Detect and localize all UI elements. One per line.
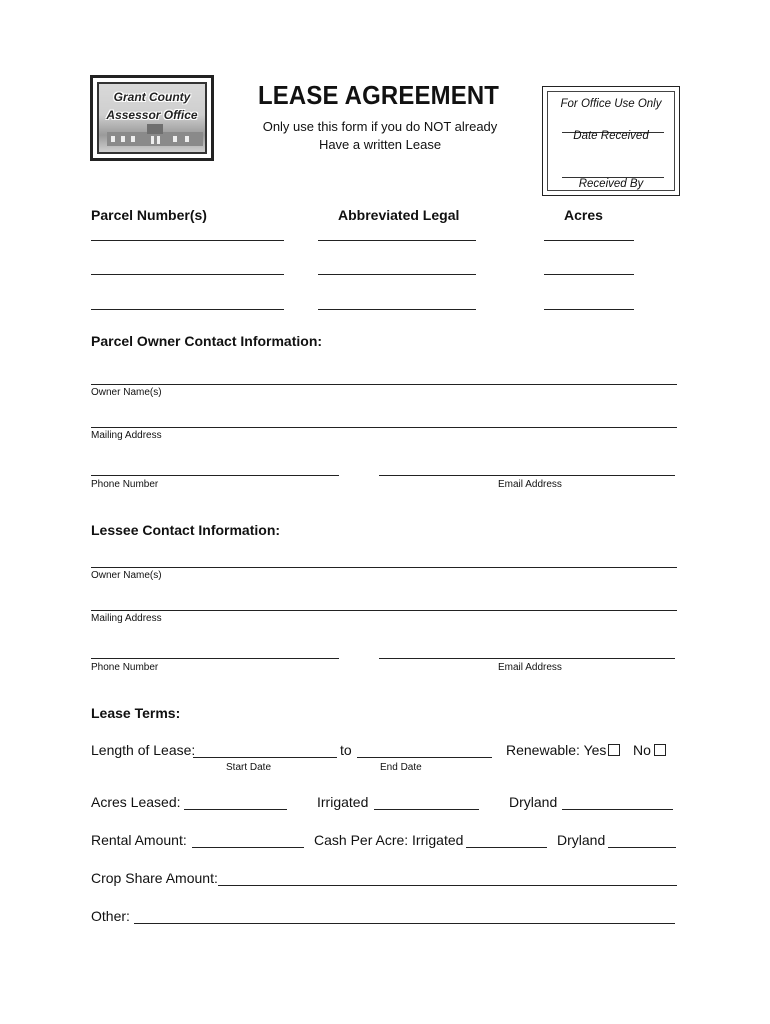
renewable-no-label: No [633, 742, 651, 758]
crop-share-amount-label: Crop Share Amount: [91, 870, 218, 886]
lessee-name-label: Owner Name(s) [91, 570, 162, 581]
dryland-field[interactable] [562, 809, 673, 810]
lessee-email-label: Email Address [498, 662, 562, 673]
rental-amount-label: Rental Amount: [91, 832, 187, 848]
acres-leased-label: Acres Leased: [91, 794, 181, 810]
lessee-phone-label: Phone Number [91, 662, 159, 673]
page-title: LEASE AGREEMENT [258, 80, 500, 110]
cash-per-acre-irrigated-label: Cash Per Acre: Irrigated [314, 832, 464, 848]
owner-email-field[interactable] [379, 475, 675, 476]
lessee-mailing-address-label: Mailing Address [91, 613, 162, 624]
lease-terms-heading: Lease Terms: [91, 705, 181, 721]
building-icon [107, 122, 203, 146]
date-received-label: Date Received [573, 130, 649, 142]
other-label: Other: [91, 908, 130, 924]
lessee-name-field[interactable] [91, 567, 677, 568]
parcel-number-header: Parcel Number(s) [91, 207, 207, 223]
cash-per-acre-dryland-label: Dryland [557, 832, 606, 848]
lessee-mailing-address-field[interactable] [91, 610, 677, 611]
owner-phone-label: Phone Number [91, 479, 159, 490]
crop-share-amount-field[interactable] [218, 885, 677, 886]
owner-name-field[interactable] [91, 384, 677, 385]
county-logo [90, 75, 214, 161]
owner-mailing-address-label: Mailing Address [91, 430, 162, 441]
acres-field-3[interactable] [544, 309, 634, 310]
cash-per-acre-irrigated-field[interactable] [466, 847, 547, 848]
dryland-label: Dryland [509, 794, 558, 810]
parcel-number-field-1[interactable] [91, 240, 284, 241]
office-use-heading: For Office Use Only [560, 98, 662, 110]
parcel-number-field-2[interactable] [91, 274, 284, 275]
parcel-number-field-3[interactable] [91, 309, 284, 310]
lessee-section-heading: Lessee Contact Information: [91, 522, 281, 538]
rental-amount-field[interactable] [192, 847, 304, 848]
logo-line-2: Assessor Office [106, 108, 198, 122]
irrigated-field[interactable] [374, 809, 479, 810]
renewable-yes-checkbox[interactable] [608, 744, 620, 756]
renewable-yes-label: Renewable: Yes [506, 742, 607, 758]
owner-phone-field[interactable] [91, 475, 339, 476]
end-date-field[interactable] [357, 757, 492, 758]
abbreviated-legal-field-1[interactable] [318, 240, 476, 241]
irrigated-label: Irrigated [317, 794, 369, 810]
cash-per-acre-dryland-field[interactable] [608, 847, 676, 848]
logo-line-1: Grant County [113, 90, 191, 104]
acres-header: Acres [564, 207, 603, 223]
office-use-box [542, 86, 680, 196]
owner-name-label: Owner Name(s) [91, 387, 162, 398]
subtitle-line-2: Have a written Lease [318, 137, 442, 152]
acres-field-2[interactable] [544, 274, 634, 275]
lessee-email-field[interactable] [379, 658, 675, 659]
start-date-field[interactable] [193, 757, 337, 758]
end-date-label: End Date [380, 762, 422, 773]
received-by-label: Received By [578, 178, 644, 190]
start-date-label: Start Date [226, 762, 272, 773]
owner-mailing-address-field[interactable] [91, 427, 677, 428]
owner-section-heading: Parcel Owner Contact Information: [91, 333, 323, 349]
lessee-phone-field[interactable] [91, 658, 339, 659]
abbreviated-legal-header: Abbreviated Legal [338, 207, 460, 223]
renewable-no-checkbox[interactable] [654, 744, 666, 756]
abbreviated-legal-field-3[interactable] [318, 309, 476, 310]
acres-leased-field[interactable] [184, 809, 287, 810]
abbreviated-legal-field-2[interactable] [318, 274, 476, 275]
owner-email-label: Email Address [498, 479, 562, 490]
other-field[interactable] [134, 923, 675, 924]
length-of-lease-label: Length of Lease: [91, 742, 196, 758]
subtitle-line-1: Only use this form if you do NOT already [262, 119, 498, 134]
to-label: to [340, 742, 352, 758]
acres-field-1[interactable] [544, 240, 634, 241]
